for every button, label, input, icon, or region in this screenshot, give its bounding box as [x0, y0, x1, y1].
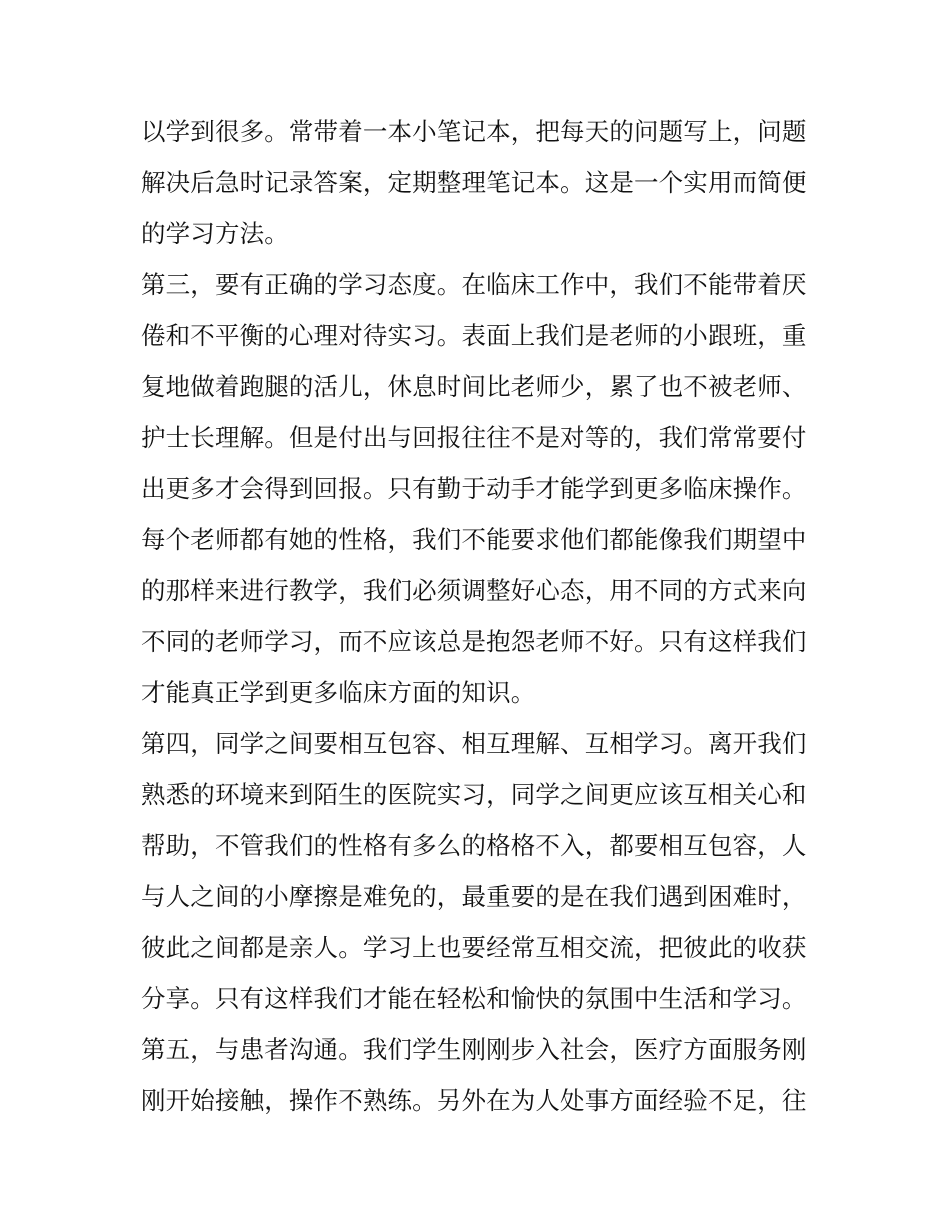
text-line: 以学到很多。常带着一本小笔记本，把每天的问题写上，问题	[141, 117, 807, 146]
text-line: 彼此之间都是亲人。学习上也要经常互相交流，把彼此的收获	[141, 933, 807, 962]
text-line: 每个老师都有她的性格，我们不能要求他们都能像我们期望中	[141, 525, 807, 554]
text-line: 第四，同学之间要相互包容、相互理解、互相学习。离开我们	[141, 729, 807, 758]
body-text	[141, 106, 821, 1126]
text-line: 复地做着跑腿的活儿，休息时间比老师少，累了也不被老师、	[141, 372, 807, 401]
text-line: 的学习方法。	[141, 219, 289, 248]
text-line: 才能真正学到更多临床方面的知识。	[141, 678, 536, 707]
text-line: 倦和不平衡的心理对待实习。表面上我们是老师的小跟班，重	[141, 321, 807, 350]
text-line: 帮助，不管我们的性格有多么的格格不入，都要相互包容，人	[141, 831, 807, 860]
text-line: 不同的老师学习，而不应该总是抱怨老师不好。只有这样我们	[141, 627, 807, 656]
text-line: 熟悉的环境来到陌生的医院实习，同学之间更应该互相关心和	[141, 780, 807, 809]
text-line: 刚开始接触，操作不熟练。另外在为人处事方面经验不足，往	[141, 1086, 807, 1115]
text-line: 解决后急时记录答案，定期整理笔记本。这是一个实用而简便	[141, 168, 807, 197]
text-line: 的那样来进行教学，我们必须调整好心态，用不同的方式来向	[141, 576, 807, 605]
text-line: 护士长理解。但是付出与回报往往不是对等的，我们常常要付	[141, 423, 807, 452]
text-line: 第五，与患者沟通。我们学生刚刚步入社会，医疗方面服务刚	[141, 1035, 807, 1064]
text-line: 出更多才会得到回报。只有勤于动手才能学到更多临床操作。	[141, 474, 807, 503]
text-line: 分享。只有这样我们才能在轻松和愉快的氛围中生活和学习。	[141, 984, 807, 1013]
text-line: 与人之间的小摩擦是难免的，最重要的是在我们遇到困难时，	[141, 882, 807, 911]
text-line: 第三，要有正确的学习态度。在临床工作中，我们不能带着厌	[141, 270, 807, 299]
